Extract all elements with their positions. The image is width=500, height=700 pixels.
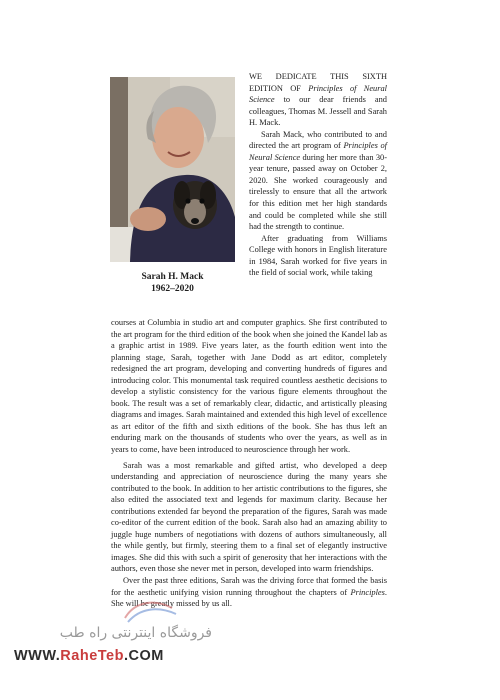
tribute-text-end: during her more than 30-year tenure, passed away on October 2, 2020. She worked courageously and tirelessly to ensure that all the artwork for this edition met her high standards and could be completed while she still had the strength to continue. [249,152,387,232]
watermark-url-accent: RaheTeb [60,648,124,664]
closing-text: Over the past three editions, Sarah was the driving force that formed the basis for the aesthetic unifying vision running throughout the chapters of [111,576,387,597]
artist-paragraph: Sarah was a most remarkable and gifted artist, who developed a deep understanding and appreciation of neuroscience during the many years she contributed to the book. In addition to her artistic contributions to the figures, she also edited the associated text and legends for maximum clarity. Because her contributions extended far beyond the preparation of the figures, Sarah was made co-editor of the current edition of the book. Sarah also had an amazing ability to juggle huge numbers of negotiations with dozens of authors simultaneously, all the while gently, but firmly, steering them to a final set of elegantly instructive images. She did this with such a spirit of generosity that her interactions with the authors, even those she never met in person, developed into warm friendships. [111,460,387,574]
biography-paragraph-start: After graduating from Williams College with honors in English literature in 1984, Sarah worked for five years in the field of social work, while taking [249,233,387,278]
book-title: Principles of Neural Science [249,141,387,162]
caption-years: 1962–2020 [151,284,194,294]
watermark-url [14,648,164,664]
portrait-photo [110,77,235,262]
caption-name: Sarah H. Mack [141,272,204,282]
watermark-persian: فروشگاه اینترنتی راه طب [59,625,212,641]
dedication-paragraph [249,71,387,129]
tribute-text: Sarah Mack, who contributed to and directed the art program of [249,129,387,151]
book-title: Principles of Neural Science [249,83,387,105]
watermark-url-suffix: .COM [123,648,164,664]
dedication-text: WE DEDICATE THIS SIXTH EDITION OF [249,72,387,93]
dedication-column [249,71,387,279]
photo-caption [110,271,235,295]
body-text [111,317,387,610]
portrait-illustration [110,77,235,262]
watermark-logo-icon [120,596,180,626]
dedication-text-end: to our dear friends and colleagues, Thomas M. Jessell and Sarah H. Mack. [249,95,387,128]
closing-text-end: . She will be greatly missed by us all. [111,587,387,609]
biography-paragraph: courses at Columbia in studio art and computer graphics. She first contributed to the art program for the third edition of the book when she joined the Kandel lab as a graphic artist in 1989. Five years later, as the fourth edition went into the planning stage, Sarah, together with Jane Dodd as art editor, completely redesigned the art program, developing and converting hundreds of figures and introducing color. This monumental task required countless aesthetic decisions to develop a stylistic consistency for the various figure elements throughout the book. The result was a set of remarkably clear, didactic, and artistically pleasing diagrams and images. Sarah maintained and extended this high level of excellence as art editor of the fifth and sixth editions of the book. She has thus left an enduring mark on the thousands of students who over the years, as well as in years to come, have been introduced to neuroscience through her work. [111,318,387,455]
book-title-short: Principles [350,587,385,597]
watermark-url-prefix: WWW. [14,648,61,664]
tribute-paragraph [249,129,387,233]
